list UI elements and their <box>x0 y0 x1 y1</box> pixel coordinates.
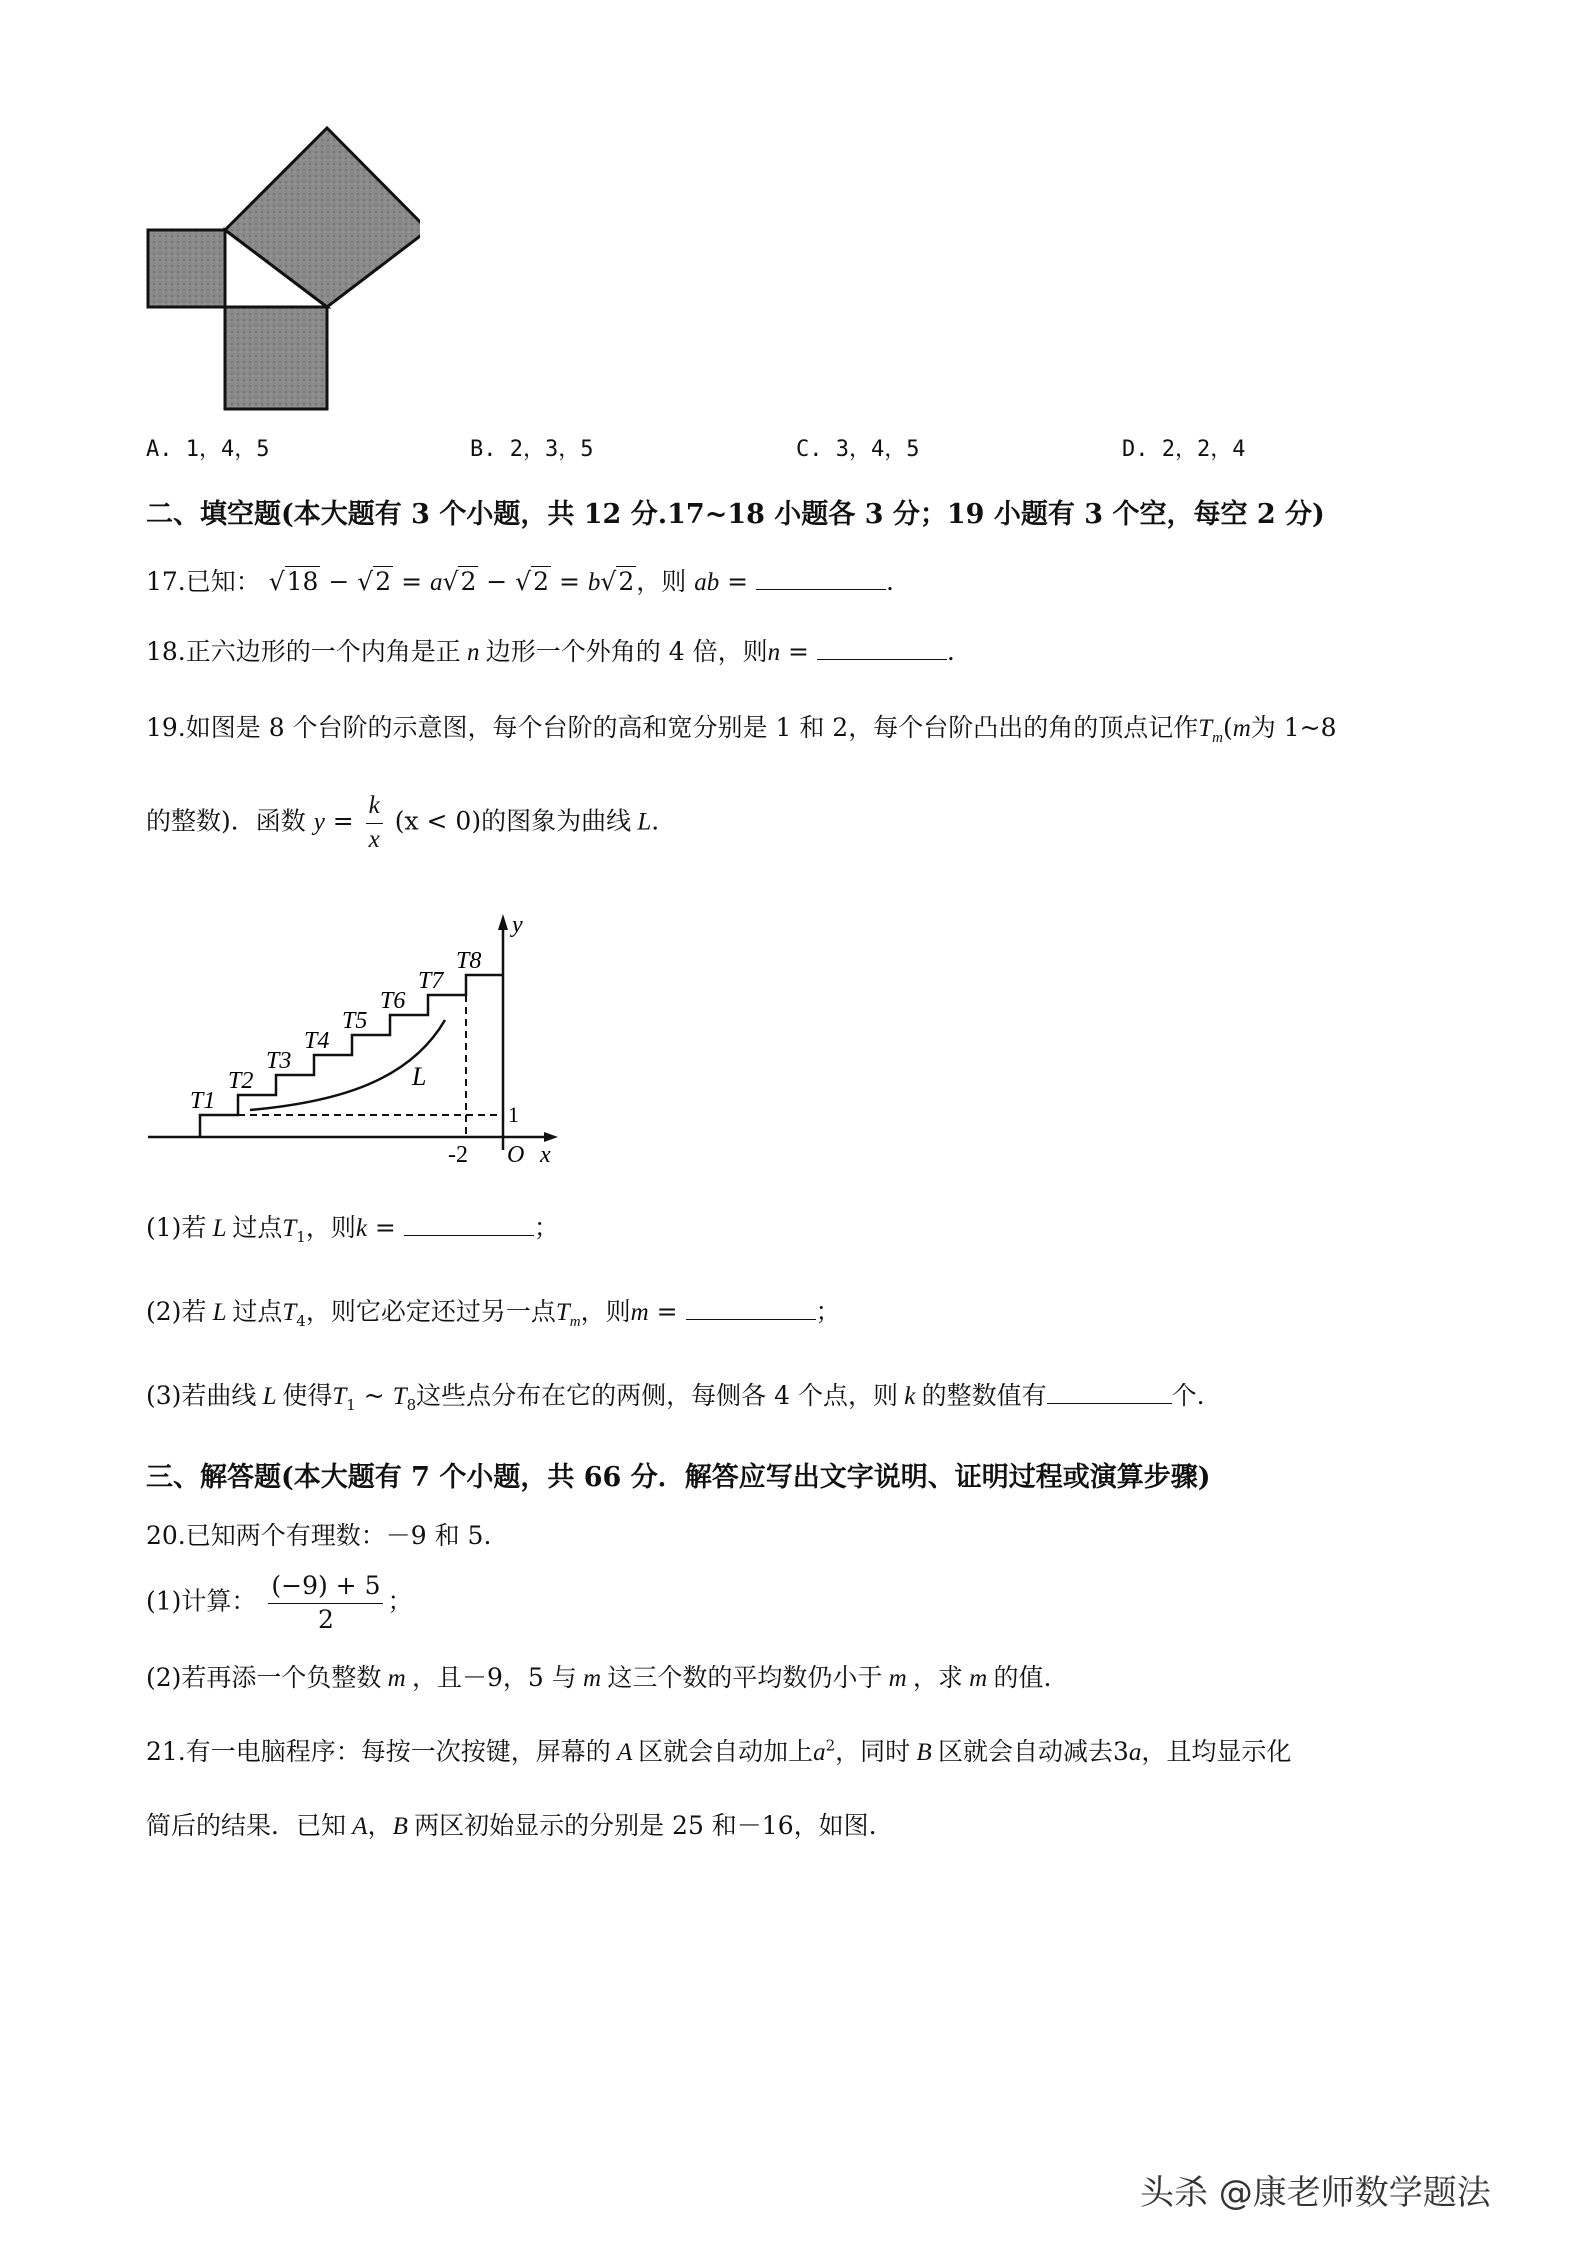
q20-p2-mid2: 这三个数的平均数仍小于 <box>607 1663 883 1692</box>
label-y-tick: 1 <box>508 1102 519 1127</box>
stairs-figure <box>140 910 560 1170</box>
q19-p1-pre: (1)若 <box>146 1213 207 1242</box>
option-b: B. 2，3，5 <box>470 437 594 462</box>
stairs-path <box>200 975 503 1137</box>
label-y-axis: y <box>512 912 523 938</box>
q21-l2-mid: ， <box>367 1811 393 1840</box>
q17-mid: ，则 <box>636 567 687 596</box>
q21-l1-pre: 21.有一电脑程序：每按一次按键，屏幕的 <box>146 1737 611 1766</box>
option-a: A. 1，4，5 <box>146 437 270 462</box>
question-17: 17.已知： √18 − √2 = a√2 − √2 = b√2，则 ab = . <box>146 567 894 596</box>
label-T8: T8 <box>456 948 482 974</box>
label-T1: T1 <box>190 1088 216 1114</box>
square-bottom <box>225 307 327 409</box>
label-x-tick: -2 <box>448 1142 468 1168</box>
label-x-axis: x <box>540 1142 551 1168</box>
q18-blank <box>817 637 947 660</box>
q20-p2-end: 的值. <box>993 1663 1052 1692</box>
q19-p1-mid: 过点 <box>232 1213 283 1242</box>
q19-p3-mid: 使得 <box>282 1381 333 1410</box>
square-small-left <box>148 230 225 307</box>
q21-l2-post: 两区初始显示的分别是 25 和－16，如图. <box>414 1811 877 1840</box>
y-axis-arrow <box>498 914 508 930</box>
label-T7: T7 <box>418 968 444 994</box>
q19-p1-blank <box>404 1213 534 1236</box>
pythagoras-figure <box>140 120 420 420</box>
question-20-stem: 20.已知两个有理数：－9 和 5. <box>146 1521 492 1550</box>
q19-line2-pre: 的整数)．函数 <box>146 806 306 836</box>
section2-heading: 二、填空题(本大题有 3 个小题，共 12 分.17~18 小题各 3 分；19 小题有 3 个空，每空 2 分) <box>146 499 1325 530</box>
question-19-part1: (1)若 L 过点$T_1$，则k = ； <box>146 1213 559 1246</box>
question-19-line1: 19.如图是 8 个台阶的示意图，每个台阶的高和宽分别是 1 和 2，每个台阶凸出的角的顶点记作$T_m(m$为 1~8 <box>146 713 1337 746</box>
question-19-part2: (2)若 L 过点$T_4$，则它必定还过另一点$T_m$，则m = ； <box>146 1297 841 1330</box>
x-axis-arrow <box>544 1132 558 1142</box>
q19-p3-blank <box>1047 1381 1172 1404</box>
q19-p3-end: 个. <box>1171 1381 1205 1410</box>
q20-p2-post: ，求 <box>912 1663 963 1692</box>
q19-p2-mid2: ，则它必定还过另一点 <box>305 1297 556 1326</box>
q20-fraction-num: (−9) + 5 <box>268 1570 383 1604</box>
q21-l1-mid3: 区就会自动减去 <box>937 1737 1113 1766</box>
q19-p2-mid: 过点 <box>232 1297 283 1326</box>
q19-p2-pre: (2)若 <box>146 1297 207 1326</box>
q19-line1-pre: 19.如图是 8 个台阶的示意图，每个台阶的高和宽分别是 1 和 2，每个台阶凸出的角的顶点记作 <box>146 713 1199 742</box>
q18-end: . <box>946 637 955 666</box>
q17-end: . <box>886 567 894 596</box>
q19-p3-mid2: 这些点分布在它的两侧，每侧各 4 个点，则 <box>416 1381 898 1410</box>
question-19-part3: (3)若曲线 L 使得$T_1$ ~ $T_8$这些点分布在它的两侧，每侧各 4 个点，则 k 的整数值有 个. <box>146 1381 1205 1414</box>
label-T2: T2 <box>228 1068 254 1094</box>
q21-l2-pre: 简后的结果．已知 <box>146 1811 347 1840</box>
question-21-line1: 21.有一电脑程序：每按一次按键，屏幕的 A 区就会自动加上$a^2$，同时 B 区就会自动减去3a，且均显示化 <box>146 1736 1292 1766</box>
q19-line1-post: 为 1~8 <box>1250 713 1337 742</box>
label-T5: T5 <box>342 1008 368 1034</box>
q20-p2-mid: ，且－9，5 与 <box>411 1663 577 1692</box>
q19-p3-post: 的整数值有 <box>921 1381 1047 1410</box>
question-21-line2: 简后的结果．已知 A，B 两区初始显示的分别是 25 和－16，如图. <box>146 1811 877 1840</box>
question-20-part1 <box>146 1570 413 1636</box>
q19-line2-post: 的图象为曲线 <box>481 806 632 836</box>
question-18: 18.正六边形的一个内角是正 n 边形一个外角的 4 倍，则n = . <box>146 637 955 666</box>
q17-blank <box>756 567 886 590</box>
q17-label: 17.已知： <box>146 567 261 596</box>
question-19-line2: 的整数)．函数 y = $\frac{k}{x}$ (x < 0)的图象为曲线 L. <box>146 792 660 853</box>
q21-l1-mid2: ，同时 <box>835 1737 911 1766</box>
q20-p2-pre: (2)若再添一个负整数 <box>146 1663 382 1692</box>
q20-p1-pre: (1)计算： <box>146 1586 257 1616</box>
q20-fraction <box>268 1570 383 1636</box>
label-T3: T3 <box>266 1048 292 1074</box>
label-T4: T4 <box>304 1028 330 1054</box>
q19-condition: (x < 0) <box>394 806 482 836</box>
q19-p2-post: ，则 <box>580 1297 631 1326</box>
q20-fraction-den: 2 <box>317 1604 334 1634</box>
q18-post: 边形一个外角的 4 倍，则 <box>485 637 768 666</box>
q17-expression: √18 − √2 = a√2 − √2 = b√2 <box>268 567 635 596</box>
q18-pre: 18.正六边形的一个内角是正 <box>146 637 461 666</box>
question-20-part2: (2)若再添一个负整数 m ，且－9，5 与 m 这三个数的平均数仍小于 m ，求 m 的值. <box>146 1663 1052 1692</box>
q19-p1-post: ，则 <box>305 1213 356 1242</box>
label-origin: O <box>507 1142 525 1168</box>
section3-heading: 三、解答题(本大题有 7 个小题，共 66 分．解答应写出文字说明、证明过程或演算步骤) <box>146 1462 1211 1493</box>
q19-p2-blank <box>686 1297 816 1320</box>
label-T6: T6 <box>380 988 406 1014</box>
q21-l1-mid: 区就会自动加上 <box>638 1737 814 1766</box>
option-c: C. 3，4，5 <box>796 437 920 462</box>
option-d: D. 2，2，4 <box>1122 437 1246 462</box>
q19-p3-pre: (3)若曲线 <box>146 1381 257 1410</box>
q21-l1-post: ，且均显示化 <box>1141 1737 1292 1766</box>
label-curve-L: L <box>412 1062 427 1091</box>
q20-p1-end: ； <box>387 1586 413 1616</box>
watermark-text: 头杀 @康老师数学题法 <box>1140 2173 1491 2213</box>
